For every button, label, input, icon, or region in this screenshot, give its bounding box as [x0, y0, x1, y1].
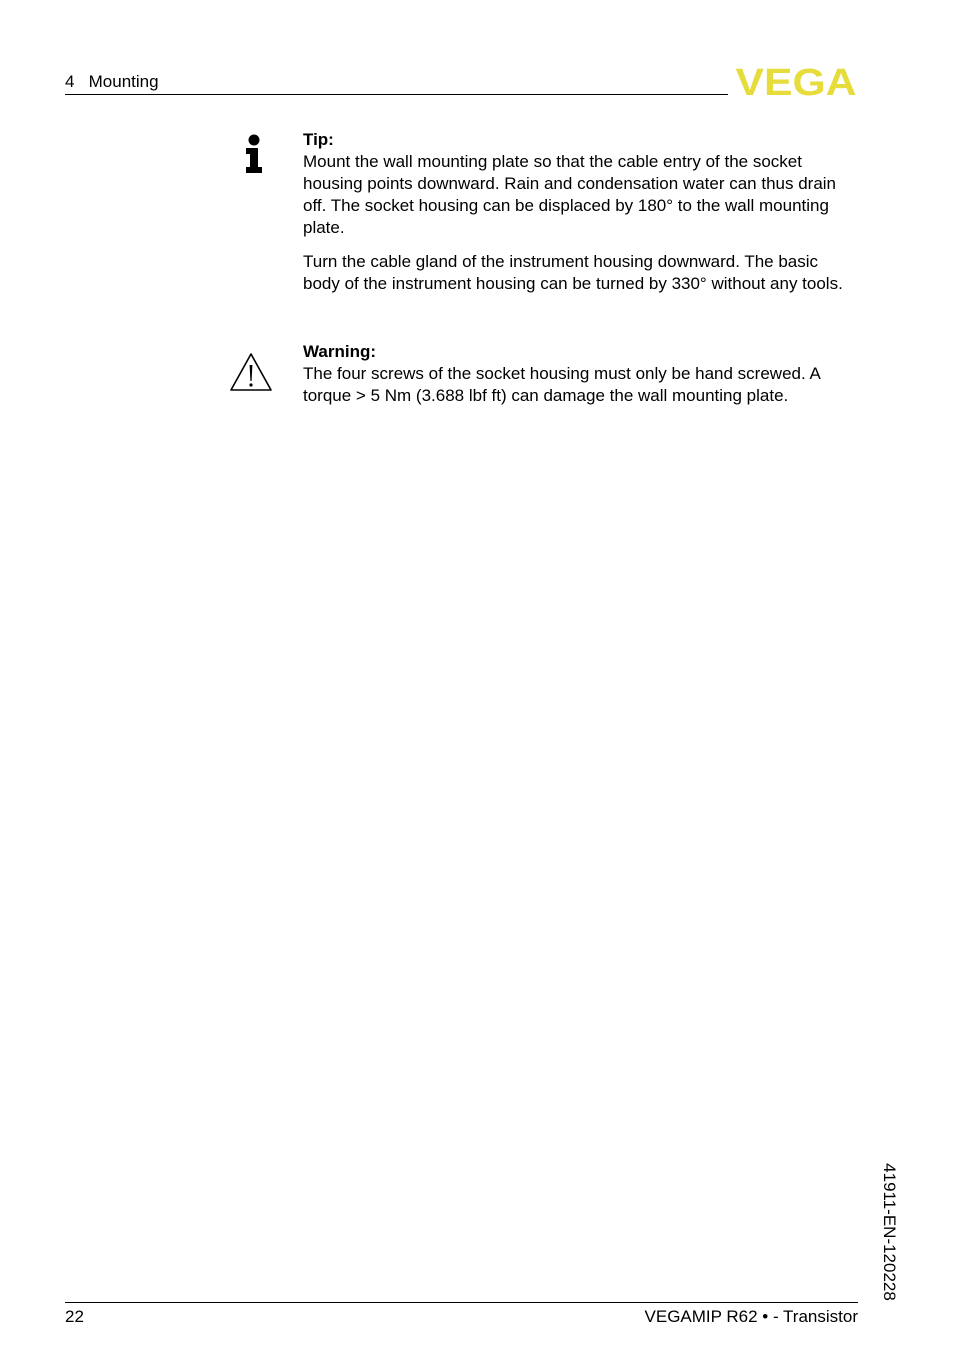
svg-text:VEGA: VEGA [735, 66, 857, 97]
info-icon [244, 134, 264, 174]
page-number: 22 [65, 1307, 84, 1326]
tip-title: Tip: [303, 130, 334, 149]
product-name: VEGAMIP R62 • - Transistor [644, 1307, 858, 1326]
vega-logo [735, 66, 858, 97]
running-header: 4 Mounting [65, 72, 159, 91]
warning-note [303, 341, 859, 407]
document-code: 41911-EN-120228 [880, 1163, 899, 1301]
warning-text: The four screws of the socket housing must only be hand screwed. A torque > 5 Nm (3.688 lbf ft) can damage the wall mounting plate. [303, 364, 820, 405]
warning-icon [229, 352, 273, 392]
footer-divider [65, 1302, 858, 1303]
tip-paragraph-1: Mount the wall mounting plate so that the cable entry of the socket housing points downward. Rain and condensation water can thus drain off. The socket housing can be displaced by 180° to the wall mounting plate. [303, 152, 837, 237]
tip-note [303, 129, 859, 295]
header-divider [65, 94, 728, 95]
warning-title: Warning: [303, 342, 377, 361]
tip-paragraph-2: Turn the cable gland of the instrument housing downward. The basic body of the instrument housing can be turned by 330° without any tools. [303, 252, 843, 293]
